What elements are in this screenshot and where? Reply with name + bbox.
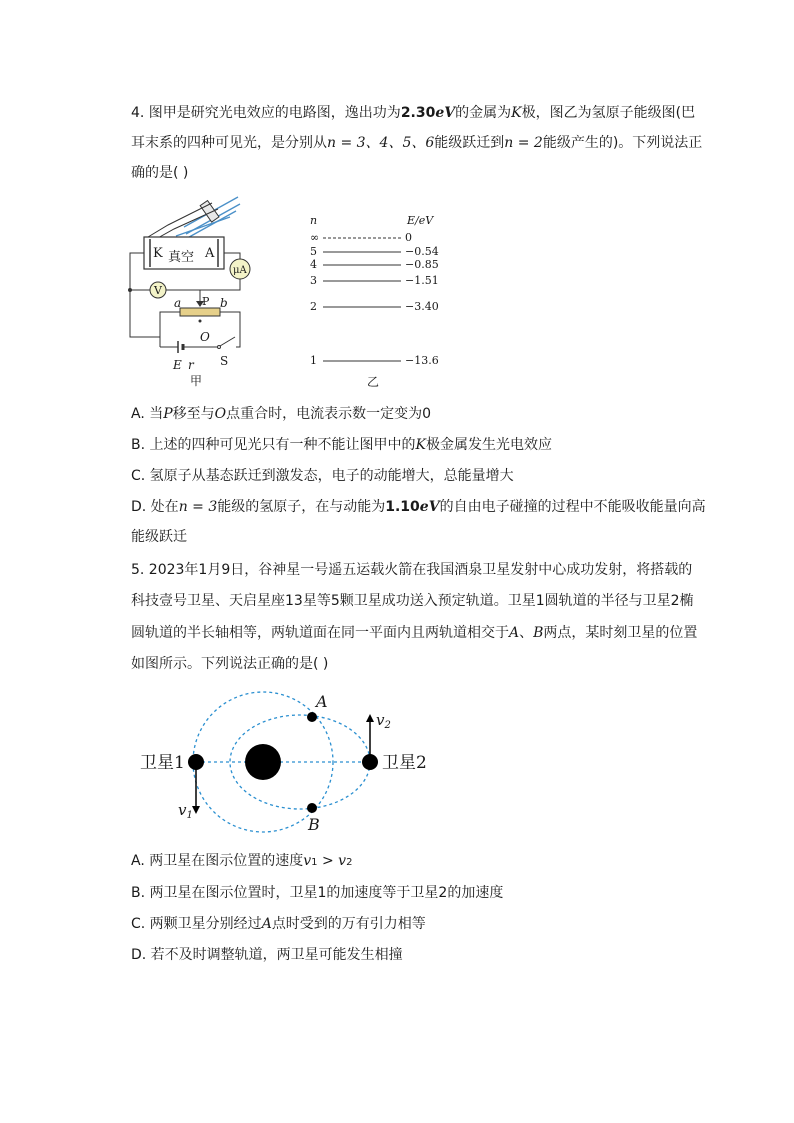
level-2 — [310, 300, 439, 313]
satellite2 — [362, 754, 378, 770]
voltmeter-label: V — [154, 284, 162, 297]
q4-option-b[interactable]: B. 上述的四种可见光只有一种不能让图甲中的K极金属发生光电效应 — [131, 437, 552, 453]
q5-stem-line4: 如图所示。下列说法正确的是( ) — [131, 656, 329, 672]
level-inf — [310, 231, 412, 244]
work-function-value: 2.30 — [400, 105, 436, 121]
q4-stem-line2: 耳末系的四种可见光，是分别从n = 3、4、5、6能级跃迁到n = 2能级产生的)。下列说法正 — [131, 135, 703, 151]
svg-text:4: 4 — [310, 258, 317, 271]
svg-text:1: 1 — [310, 354, 317, 367]
q4-option-d[interactable]: D. 处在n = 3能级的氢原子，在与动能为1.10eV的自由电子碰撞的过程中不能吸收能量向高 — [131, 499, 706, 515]
q5-stem-line3: 圆轨道的半长轴相等，两轨道面在同一平面内且两轨道相交于A、B两点，某时刻卫星的位置 — [131, 625, 698, 641]
q5-option-d[interactable]: D. 若不及时调整轨道，两卫星可能发生相撞 — [131, 947, 403, 963]
point-b-label: B — [308, 815, 320, 834]
svg-text:5: 5 — [310, 245, 317, 258]
cathode-label: K — [153, 246, 163, 261]
end-a-label: a — [174, 296, 182, 310]
velocity-v1-label: $v_1$ — [178, 801, 193, 821]
photoelectric-circuit-diagram — [120, 195, 280, 395]
satellite1-label: 卫星1 — [140, 753, 185, 773]
central-planet — [245, 744, 281, 780]
svg-text:∞: ∞ — [310, 231, 320, 244]
switch-label: S — [220, 354, 229, 368]
level-4 — [310, 258, 439, 271]
level-1 — [310, 354, 439, 367]
q4-stem-line1: 4. 图甲是研究光电效应的电路图，逸出功为2.30eV的金属为K极，图乙为氢原子能级图(巴 — [131, 105, 696, 121]
anode-label: A — [205, 246, 215, 261]
q4-option-d-cont: 能级跃迁 — [131, 529, 187, 545]
resistance-label: r — [188, 358, 194, 372]
q5-stem-line2: 科技壹号卫星、天启星座13星等5颗卫星成功送入预定轨道。卫星1圆轨道的半径与卫星2椭 — [131, 593, 694, 609]
vacuum-label: 真空 — [168, 250, 195, 265]
svg-text:−0.54: −0.54 — [405, 245, 439, 258]
svg-text:−0.85: −0.85 — [405, 258, 439, 271]
svg-text:2: 2 — [310, 300, 317, 313]
point-a-label: A — [316, 692, 328, 711]
q5-option-c[interactable]: C. 两颗卫星分别经过A点时受到的万有引力相等 — [131, 916, 426, 932]
svg-text:3: 3 — [310, 274, 317, 287]
svg-text:0: 0 — [405, 231, 412, 244]
point-a — [307, 712, 317, 722]
figure-yi-caption: 乙 — [367, 375, 380, 389]
q4-option-a[interactable]: A. 当P移至与O点重合时，电流表示数一定变为0 — [131, 406, 432, 422]
slider-p-label: P — [202, 295, 210, 308]
figure-jia-caption: 甲 — [190, 374, 203, 388]
end-b-label: b — [220, 296, 228, 310]
q4-stem-line3: 确的是( ) — [131, 165, 189, 181]
svg-text:−3.40: −3.40 — [405, 300, 439, 313]
q5-option-a[interactable]: A. 两卫星在图示位置的速度v1 > v2 — [131, 853, 353, 869]
level-e-header: E/eV — [407, 214, 434, 227]
level-3 — [310, 274, 439, 287]
level-n-header: n — [310, 214, 318, 227]
orbit-diagram — [130, 690, 440, 840]
velocity-v2-label: $v_2$ — [376, 711, 391, 731]
q4-option-c[interactable]: C. 氢原子从基态跃迁到激发态，电子的动能增大，总能量增大 — [131, 468, 514, 484]
svg-text:−13.6: −13.6 — [405, 354, 439, 367]
microammeter-label: μA — [233, 265, 247, 276]
satellite2-label: 卫星2 — [382, 753, 427, 773]
point-b — [307, 803, 317, 813]
point-o-label: O — [200, 330, 210, 344]
energy-level-diagram — [305, 212, 455, 392]
satellite1 — [188, 754, 204, 770]
level-5 — [310, 245, 439, 258]
emf-label: E — [173, 358, 182, 372]
svg-text:−1.51: −1.51 — [405, 274, 439, 287]
q5-stem-line1: 5. 2023年1月9日，谷神星一号遥五运载火箭在我国酒泉卫星发射中心成功发射，将搭载的 — [131, 562, 693, 578]
q5-option-b[interactable]: B. 两卫星在图示位置时，卫星1的加速度等于卫星2的加速度 — [131, 885, 504, 901]
